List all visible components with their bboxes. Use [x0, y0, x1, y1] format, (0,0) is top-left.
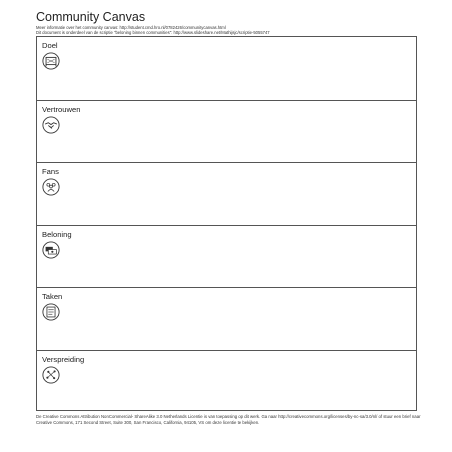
- section-beloning: [37, 225, 416, 288]
- section-taken: [37, 287, 416, 350]
- section-label-beloning: Beloning: [42, 229, 72, 239]
- community-canvas: [36, 36, 417, 411]
- section-verspreiding: [37, 350, 416, 413]
- goal-icon: [42, 52, 60, 70]
- spread-icon: [42, 366, 60, 384]
- section-doel: [37, 37, 416, 100]
- section-label-verspreiding: Verspreiding: [42, 354, 85, 364]
- section-label-doel: Doel: [42, 41, 58, 50]
- section-label-fans: Fans: [42, 167, 59, 176]
- page-title: Community Canvas: [36, 10, 146, 24]
- fans-icon: [42, 178, 60, 196]
- section-vertrouwen: [37, 100, 416, 163]
- license-footer: De Creative Commons Attribution NonCommercial- ShareAlike 3.0 Netherlands Licentie is van toepassing op dit werk. Ga naar http://creativecommons.org/licenses/by-nc-sa/3.0/nl/ of stuur een brief naar Creative Commons, 171 Second Street, Suite 300, San Francisco, California, 94105, VS om deze licentie te bekijken.: [36, 414, 421, 425]
- section-fans: [37, 162, 416, 225]
- info-link-text[interactable]: Meer informatie over het community canvas: http://student.cmd.hro.nl/0782426/communitycanvas.html: [36, 24, 226, 30]
- handshake-icon: [42, 116, 60, 134]
- section-label-taken: Taken: [42, 292, 63, 301]
- reward-icon: [42, 241, 60, 259]
- thesis-link-text[interactable]: Dit document is onderdeel van de scriptie "beloning binnen communities": http://www.slideshare.net/Mathijsjc/scriptie-5055747: [36, 29, 270, 35]
- section-label-vertrouwen: Vertrouwen: [42, 104, 81, 114]
- tasks-icon: [42, 303, 60, 321]
